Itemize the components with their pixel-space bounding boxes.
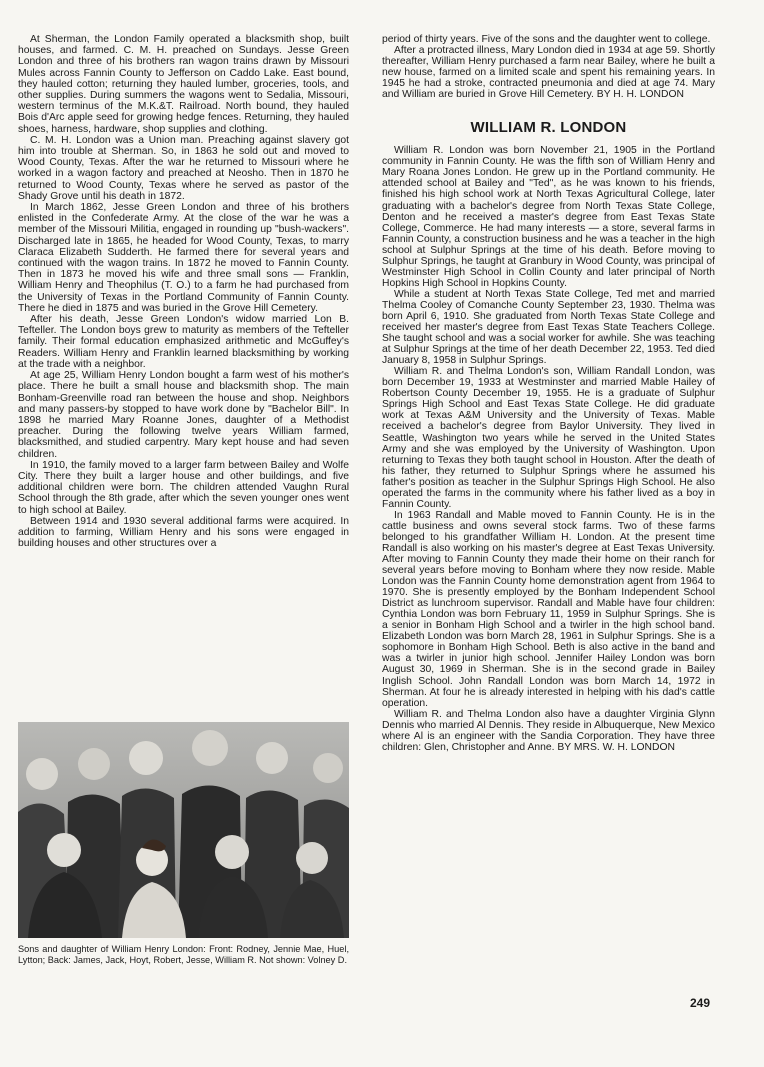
paragraph-bachelor-bill: At age 25, William Henry London bought a farm west of his mother's place. There he built a small house and blacksmith shop. The main Bonham-Greenville road ran between the house and shop. Neighbors and many passers-by stopped to have work done by "Bachelor Bill". In 1898 he married Mary Roanne Jones, daughter of a Methodist preacher. During the following twelve years William farmed, blacksmithed, and studied carpentry. Mary kept house and had seven children. bbox=[18, 370, 349, 460]
paragraph-confederate-army: In March 1862, Jesse Green London and three of his brothers enlisted in the Confederate Army. At the close of the war he was a member of the Missouri Militia, engaged in rounding up "bush-wackers". Discharged late in 1865, he headed for Wood County, Texas, to marry Claraca Elizabeth Sudderth. He farmed there for several years and continued with the wagon trains. In 1872 he moved to Fannin County. Then in 1873 he moved his wife and three small sons — Franklin, William Henry and Theophilus (T. O.) to a farm he had purchased from the University of Texas in the Portland Community of Fannin County. There he died in 1875 and was buried in the Grove Hill Cemetery. bbox=[18, 202, 349, 314]
paragraph-mary-london-died: After a protracted illness, Mary London died in 1934 at age 59. Shortly thereafter, William Henry purchased a farm near Bailey, where he built a new house, farmed on a limited scale and spent his remaining years. In 1945 he had a stroke, contracted pneumonia and died at age 74. Mary and William are buried in Grove Hill Cemetery. BY H. H. LONDON bbox=[382, 45, 715, 101]
photo-caption: Sons and daughter of William Henry London: Front: Rodney, Jennie Mae, Huel, Lytton; Back: James, Jack, Hoyt, Robert, Jesse, William R. Not shown: Volney D. bbox=[18, 944, 349, 966]
paragraph-william-r-born: William R. London was born November 21, 1905 in the Portland community in Fannin County. He was the fifth son of William Henry and Mary Roana Jones London. He grew up in the Portland community. He attended school at Bailey and "Ted", as he was known to his friends, finished his high school work at North Texas Agricultural College, later graduating with a bachelor's degree from North Texas State College, Denton and he received a master's degree from East Texas State College, Commerce. He had many interests — a store, several farms in Fannin County, a construction business and he was a teacher in the high school at Sulphur Springs at the time of his death. Before moving to Sulphur Springs, he taught at Granbury in Wood County, was principal of Westminster High School in Collin County and later principal of North Hopkins High School in Hopkins County. bbox=[382, 145, 715, 289]
paragraph-virginia-glynn: William R. and Thelma London also have a daughter Virginia Glynn Dennis who married Al Dennis. They reside in Albuquerque, New Mexico where Al is an engineer with the Sandia Corporation. They have three children: Glen, Christopher and Anne. BY MRS. W. H. LONDON bbox=[382, 708, 715, 753]
paragraph-thelma-cooley: While a student at North Texas State College, Ted met and married Thelma Cooley of Comanche County September 23, 1930. Thelma was born April 6, 1910. She graduated from North Texas State College and received her master's degree from East Texas State Teachers College. She taught school and was a social worker for awhile. She was teaching at Sulphur Springs at the time of her death December 22, 1953. Ted died January 8, 1958 in Sulphur Springs. bbox=[382, 288, 715, 367]
family-photo-image bbox=[18, 722, 349, 938]
left-column bbox=[18, 34, 349, 549]
family-photo bbox=[18, 722, 349, 938]
paragraph-fannin-county-1963: In 1963 Randall and Mable moved to Fannin County. He is in the cattle business and owns several stock farms. Two of these farms belonged to his grandfather William H. London. At the present time Randall is also working on his master's degree at East Texas University. After moving to Fannin County they made their home on their ranch for several years before moving to Bonham where they now reside. Mable London was the Fannin County home demonstration agent from 1964 to 1970. She is presently employed by the Bonham Independent School District as lunchroom supervisor. Randall and Mable have four children: Cynthia London was born February 11, 1959 in Sulphur Springs. She is a senior in Bonham High School and a twirler in the high school band. Elizabeth London was born March 28, 1961 in Sulphur Springs. She is a sophomore in Bonham High School. Beth is also active in the band and was a twirler in junior high school. Jennifer Hailey London was born August 30, 1969 in Sherman. She is in the second grade in Bailey Inglish School. John Randall London was born March 14, 1972 in Sherman. At four he is already interested in helping with his dad's cattle operation. bbox=[382, 509, 715, 709]
paragraph-1910-move: In 1910, the family moved to a larger farm between Bailey and Wolfe City. There they built a larger house and other buildings, and five additional children were born. The children attended Vaughn Rural School through the 8th grade, after which the seven younger ones went to high school at Bailey. bbox=[18, 459, 349, 516]
paragraph-tefteller: After his death, Jesse Green London's widow married Lon B. Tefteller. The London boys grew to maturity as members of the Tefteller family. Their formal education emphasized arithmetic and McGuffey's Readers. William Henry and Franklin learned blacksmithing by working at the trade with a neighbor. bbox=[18, 314, 349, 370]
paragraph-additional-farms: Between 1914 and 1930 several additional farms were acquired. In addition to farming, William Henry and his sons were engaged in building houses and other structures over a bbox=[18, 515, 349, 550]
paragraph-william-randall: William R. and Thelma London's son, William Randall London, was born December 19, 1933 at Westminster and married Mable Hailey of Robertson County December 19, 1955. He is a graduate of Sulphur Springs High School and East Texas State College. He did graduate work at Texas A&M University and the University of Texas. Mable received a bachelor's degree from Baylor University. They lived in Seattle, Washington two years while he served in the United States Army and she was employed by the University of Washington. Upon returning to Texas they both taught school in Houston. After the death of his father, they returned to Sulphur Springs where he assumed his father's position as teacher in the Sulphur Springs High School. He also operated the farms in the community where his father lived as a boy in Fannin County. bbox=[382, 366, 715, 510]
paragraph-period-thirty-years: period of thirty years. Five of the sons and the daughter went to college. bbox=[382, 34, 711, 45]
paragraph-union-man: C. M. H. London was a Union man. Preaching against slavery got him into trouble at Sherman. So, in 1863 he sold out and moved to Wood County, Texas. After the war he returned to Missouri where he worked in a wagon factory and preached at Neosho. Then in 1870 he returned to Wood County, Texas where he served as pastor of the Shady Grove until his death in 1872. bbox=[18, 134, 349, 202]
right-column bbox=[382, 34, 715, 753]
paragraph-sherman: At Sherman, the London Family operated a blacksmith shop, built houses, and farmed. C. M. H. preached on Sundays. Jesse Green London and three of his brothers ran wagon trains drawn by Missouri Mules across Fannin County to Jefferson on Caddo Lake. East bound, they hauled cotton; returning they hauled lumber, groceries, tools, and other supplies. During summers the wagons went to Sedalia, Missouri, western terminus of the M.K.&T. Railroad. North bound, they hauled Bois d'Arc apple seed for growing hedge fences. Returning, they hauled shoes, harness, hardware, shop supplies and clothing. bbox=[18, 34, 349, 135]
section-heading-william-r-london: WILLIAM R. LONDON bbox=[470, 119, 627, 137]
page-number: 249 bbox=[690, 996, 711, 1010]
